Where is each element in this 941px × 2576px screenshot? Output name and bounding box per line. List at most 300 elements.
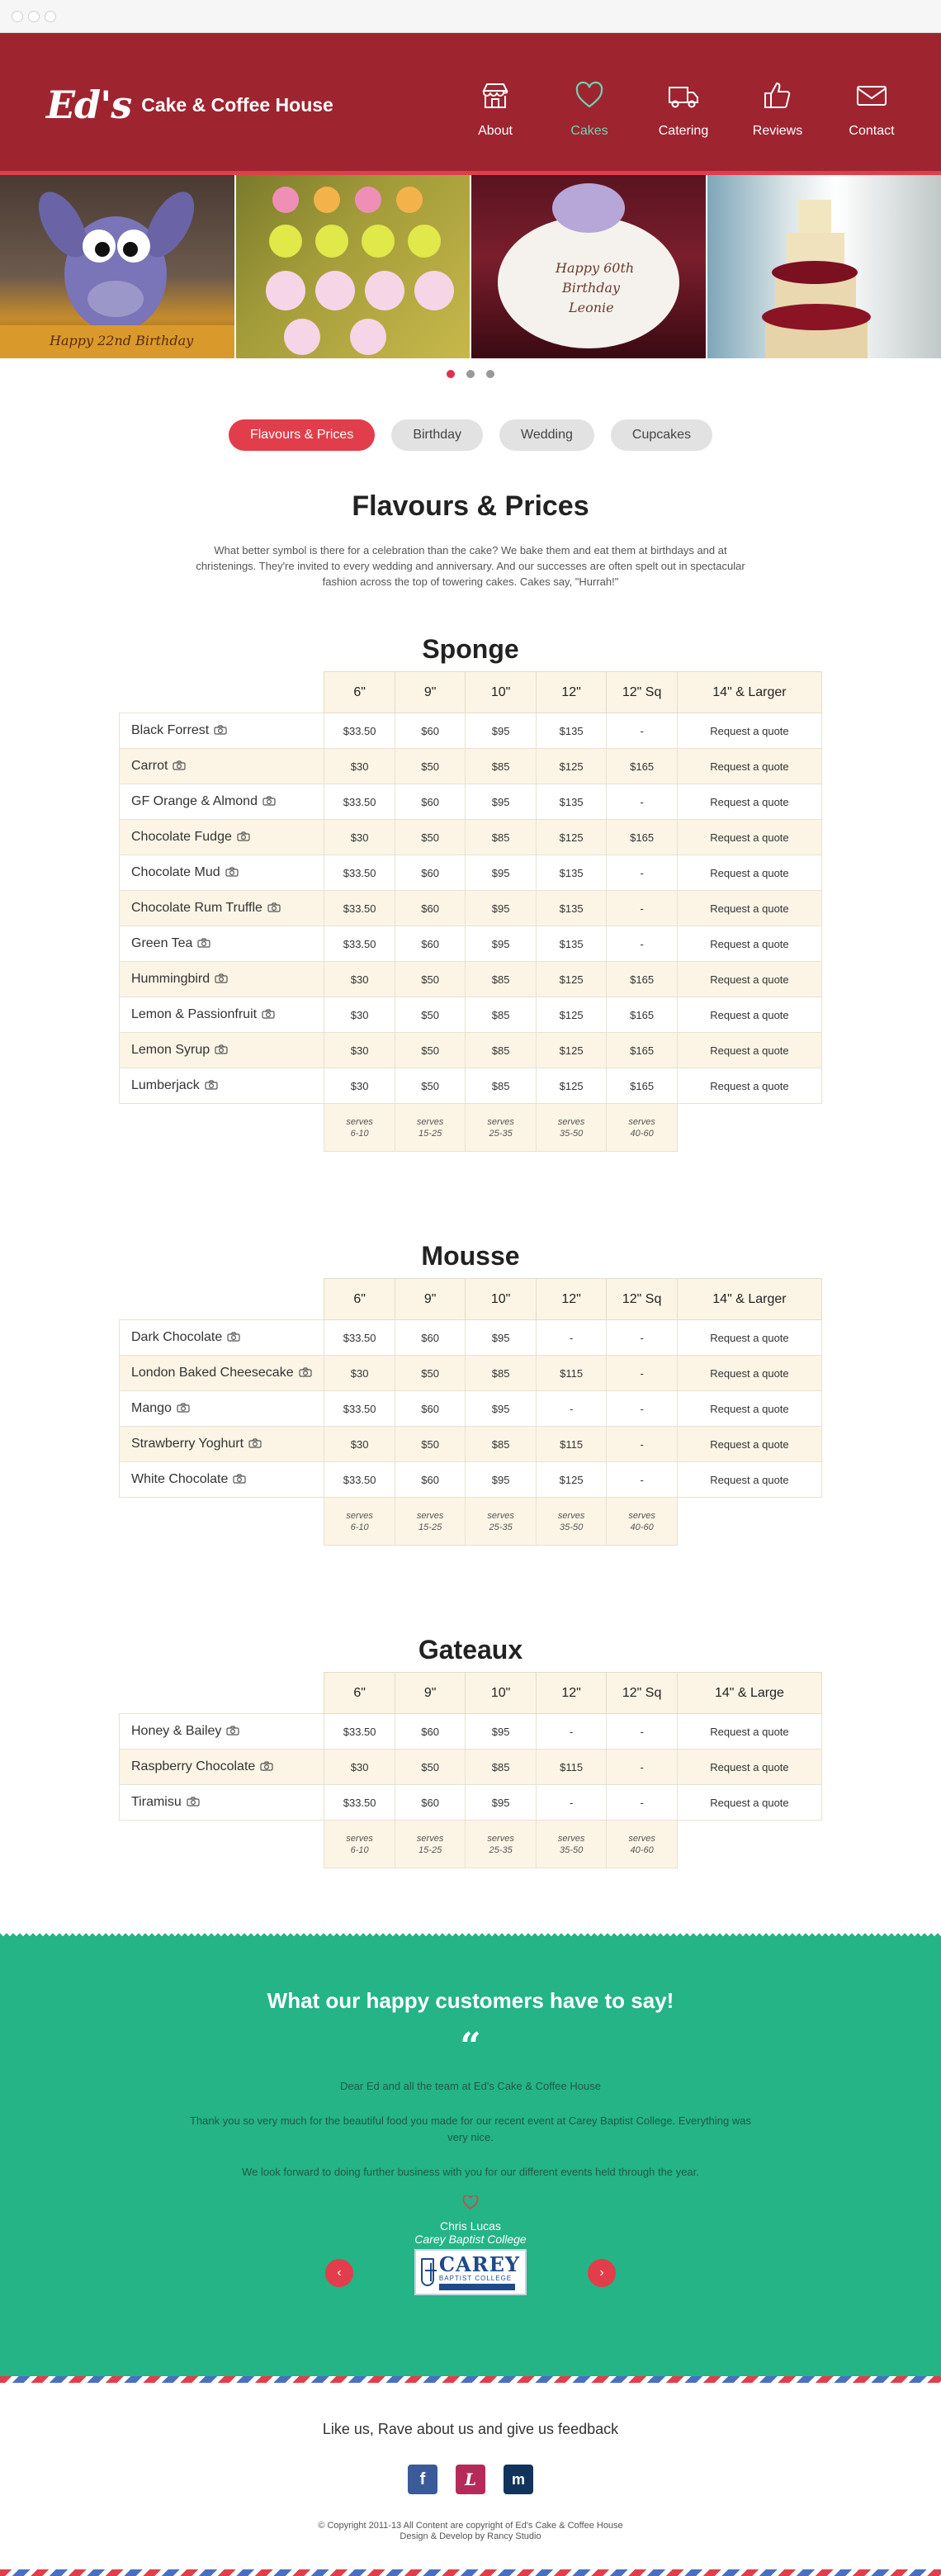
serves-blank xyxy=(120,1821,324,1868)
price-cell: $165 xyxy=(607,962,678,997)
flavour-name[interactable] xyxy=(120,855,324,891)
price-cell: $95 xyxy=(466,1785,537,1821)
heart-icon xyxy=(573,79,606,112)
price-cell: $33.50 xyxy=(324,784,395,820)
nav-label: Contact xyxy=(849,124,895,138)
price-cell: $60 xyxy=(395,1714,466,1750)
tab-flavours-prices[interactable]: Flavours & Prices xyxy=(229,419,375,451)
price-table xyxy=(119,1278,822,1546)
carousel-dot-1[interactable] xyxy=(447,370,455,378)
price-cell: $95 xyxy=(466,1462,537,1498)
serves-cell: serves 25-35 xyxy=(466,1821,537,1868)
svg-text:Leonie: Leonie xyxy=(569,300,614,315)
testimonial-text xyxy=(182,2078,759,2181)
flavour-name[interactable] xyxy=(120,713,324,749)
price-cell: $33.50 xyxy=(324,1785,395,1821)
price-cell: - xyxy=(607,784,678,820)
site-header xyxy=(0,33,941,175)
serves-blank xyxy=(677,1821,821,1868)
flavour-label: Carrot xyxy=(131,759,168,773)
request-quote-link[interactable]: Request a quote xyxy=(677,891,821,926)
camera-icon[interactable] xyxy=(262,796,276,806)
flavour-name[interactable] xyxy=(120,784,324,820)
price-cell: - xyxy=(607,926,678,962)
price-section-mousse xyxy=(0,1241,941,1546)
serves-cell: serves 15-25 xyxy=(395,1104,466,1152)
request-quote-link[interactable]: Request a quote xyxy=(677,1320,821,1356)
table-row xyxy=(120,1391,822,1427)
serves-cell: serves 25-35 xyxy=(466,1498,537,1546)
request-quote-link[interactable]: Request a quote xyxy=(677,962,821,997)
price-cell: - xyxy=(607,1462,678,1498)
copyright xyxy=(0,2521,941,2542)
price-cell: $30 xyxy=(324,962,395,997)
flavour-name[interactable] xyxy=(120,962,324,997)
price-cell: $30 xyxy=(324,1427,395,1462)
carousel-dots xyxy=(0,370,941,380)
price-cell: $30 xyxy=(324,1068,395,1104)
carousel-dot-3[interactable] xyxy=(486,370,494,378)
camera-icon[interactable] xyxy=(260,1761,273,1771)
request-quote-link[interactable]: Request a quote xyxy=(677,713,821,749)
price-cell: $60 xyxy=(395,855,466,891)
nav-item-about[interactable] xyxy=(462,79,528,139)
flavour-label: Chocolate Rum Truffle xyxy=(131,901,262,915)
nav-label: Catering xyxy=(658,124,709,138)
serves-blank xyxy=(677,1498,821,1546)
request-quote-link[interactable]: Request a quote xyxy=(677,1033,821,1068)
carey-logo-sub: BAPTIST COLLEGE xyxy=(438,2274,513,2282)
request-quote-link[interactable]: Request a quote xyxy=(677,926,821,962)
testimonial-next-button[interactable]: › xyxy=(588,2259,616,2287)
price-cell: - xyxy=(536,1320,607,1356)
carousel-slide-wedding-cake xyxy=(707,175,941,358)
table-row xyxy=(120,1462,822,1498)
price-cell: $125 xyxy=(536,820,607,855)
price-cell: $95 xyxy=(466,855,537,891)
request-quote-link[interactable]: Request a quote xyxy=(677,855,821,891)
size-header: 12" Sq xyxy=(607,1279,678,1320)
price-cell: $30 xyxy=(324,820,395,855)
serves-row xyxy=(120,1821,822,1868)
truck-icon xyxy=(667,79,700,112)
table-row xyxy=(120,1427,822,1462)
price-cell: $50 xyxy=(395,749,466,784)
price-cell: $85 xyxy=(466,820,537,855)
flavour-label: Chocolate Mud xyxy=(131,865,220,879)
serves-cell: serves 35-50 xyxy=(536,1821,607,1868)
price-cell: $33.50 xyxy=(324,1462,395,1498)
camera-icon[interactable] xyxy=(173,760,186,770)
price-cell: $95 xyxy=(466,784,537,820)
serves-cell: serves 40-60 xyxy=(607,1104,678,1152)
testimonial-org: Carey Baptist College xyxy=(414,2233,527,2246)
header-blank xyxy=(120,1673,324,1714)
serves-row xyxy=(120,1498,822,1546)
serves-cell: serves 6-10 xyxy=(324,1104,395,1152)
price-cell: $60 xyxy=(395,1391,466,1427)
flavour-label: Green Tea xyxy=(131,936,193,950)
facebook-icon[interactable]: f xyxy=(408,2465,437,2494)
price-cell: $50 xyxy=(395,997,466,1033)
price-cell: $33.50 xyxy=(324,1320,395,1356)
flavour-name[interactable] xyxy=(120,1785,324,1821)
flavour-name[interactable] xyxy=(120,1391,324,1427)
site-footer xyxy=(0,2383,941,2576)
price-cell: $30 xyxy=(324,1033,395,1068)
request-quote-link[interactable]: Request a quote xyxy=(677,1785,821,1821)
serves-cell: serves 40-60 xyxy=(607,1821,678,1868)
price-cell: $125 xyxy=(536,1033,607,1068)
tab-wedding[interactable]: Wedding xyxy=(499,419,594,451)
serves-cell: serves 40-60 xyxy=(607,1498,678,1546)
thumbs-up-icon xyxy=(761,79,794,112)
request-quote-link[interactable]: Request a quote xyxy=(677,1391,821,1427)
request-quote-link[interactable]: Request a quote xyxy=(677,820,821,855)
price-cell: $95 xyxy=(466,926,537,962)
price-cell: $135 xyxy=(536,713,607,749)
size-header: 9" xyxy=(395,1673,466,1714)
serves-blank xyxy=(120,1104,324,1152)
table-row xyxy=(120,1033,822,1068)
price-cell: $60 xyxy=(395,1320,466,1356)
carousel-slide-eeyore-cake xyxy=(0,175,236,358)
price-cell: $95 xyxy=(466,891,537,926)
nav-item-reviews[interactable] xyxy=(745,79,811,139)
flavour-name[interactable] xyxy=(120,926,324,962)
size-header: 12" Sq xyxy=(607,672,678,713)
carey-crest-icon xyxy=(421,2258,434,2286)
price-cell: $33.50 xyxy=(324,713,395,749)
menumania-icon[interactable]: m xyxy=(504,2465,533,2494)
camera-icon[interactable] xyxy=(237,831,250,841)
price-cell: - xyxy=(607,713,678,749)
table-row xyxy=(120,713,822,749)
price-cell: $95 xyxy=(466,713,537,749)
price-cell: $33.50 xyxy=(324,1391,395,1427)
testimonial-author: Chris Lucas xyxy=(440,2219,501,2233)
testimonials-section xyxy=(0,1937,941,2383)
table-row xyxy=(120,926,822,962)
price-cell: - xyxy=(607,855,678,891)
table-row xyxy=(120,891,822,926)
price-cell: $165 xyxy=(607,1068,678,1104)
price-cell: $125 xyxy=(536,997,607,1033)
envelope-icon xyxy=(855,79,888,112)
price-cell: $135 xyxy=(536,784,607,820)
price-table xyxy=(119,1672,822,1868)
size-header: 6" xyxy=(324,1279,395,1320)
size-header: 10" xyxy=(466,1673,537,1714)
flavour-label: Raspberry Chocolate xyxy=(131,1759,256,1773)
serves-row xyxy=(120,1104,822,1152)
flavour-label: Lemon & Passionfruit xyxy=(131,1007,258,1021)
main-nav xyxy=(462,79,905,139)
serves-cell: serves 35-50 xyxy=(536,1104,607,1152)
camera-icon[interactable] xyxy=(177,1403,190,1413)
price-table xyxy=(119,671,822,1152)
table-row xyxy=(120,1068,822,1104)
flavour-name[interactable] xyxy=(120,1033,324,1068)
price-cell: $115 xyxy=(536,1356,607,1391)
camera-icon[interactable] xyxy=(214,725,227,735)
price-cell: - xyxy=(536,1785,607,1821)
section-title: Gateaux xyxy=(418,1635,523,1664)
size-header: 12" xyxy=(536,672,607,713)
flavour-name[interactable] xyxy=(120,1462,324,1498)
carey-logo-word: CAREY xyxy=(438,2252,520,2276)
price-cell: - xyxy=(607,1785,678,1821)
camera-icon[interactable] xyxy=(205,1080,218,1090)
price-cell: $30 xyxy=(324,749,395,784)
header-blank xyxy=(120,672,324,713)
nav-label: Reviews xyxy=(752,124,803,138)
request-quote-link[interactable]: Request a quote xyxy=(677,1750,821,1785)
serves-cell: serves 6-10 xyxy=(324,1821,395,1868)
price-cell: $95 xyxy=(466,1391,537,1427)
camera-icon[interactable] xyxy=(226,1726,239,1735)
serves-cell: serves 25-35 xyxy=(466,1104,537,1152)
price-cell: - xyxy=(607,1750,678,1785)
flavour-label: Chocolate Fudge xyxy=(131,830,232,844)
price-cell: - xyxy=(536,1391,607,1427)
size-header: 6" xyxy=(324,1673,395,1714)
nav-label: Cakes xyxy=(570,124,608,138)
price-cell: $60 xyxy=(395,1785,466,1821)
price-cell: $60 xyxy=(395,891,466,926)
flavour-name[interactable] xyxy=(120,820,324,855)
testimonial-controls xyxy=(0,2249,941,2299)
camera-icon[interactable] xyxy=(227,1332,240,1342)
flavour-label: Lemon Syrup xyxy=(131,1043,210,1057)
tab-cupcakes[interactable]: Cupcakes xyxy=(611,419,712,451)
flavour-name[interactable] xyxy=(120,1068,324,1104)
section-title: Sponge xyxy=(422,634,519,664)
serves-cell: serves 15-25 xyxy=(395,1821,466,1868)
price-cell: $50 xyxy=(395,962,466,997)
table-row xyxy=(120,749,822,784)
section-title: Mousse xyxy=(421,1241,520,1271)
price-cell: $165 xyxy=(607,997,678,1033)
request-quote-link[interactable]: Request a quote xyxy=(677,1462,821,1498)
price-cell: $30 xyxy=(324,1356,395,1391)
size-header: 12" xyxy=(536,1673,607,1714)
price-cell: $115 xyxy=(536,1427,607,1462)
site-logo[interactable] xyxy=(46,83,333,127)
flavour-label: Tiramisu xyxy=(131,1795,182,1809)
request-quote-link[interactable]: Request a quote xyxy=(677,1356,821,1391)
svg-text:Birthday: Birthday xyxy=(562,280,621,296)
price-cell: $33.50 xyxy=(324,1714,395,1750)
flavour-label: Honey & Bailey xyxy=(131,1724,222,1738)
price-cell: $85 xyxy=(466,997,537,1033)
table-row xyxy=(120,855,822,891)
size-header: 10" xyxy=(466,1279,537,1320)
camera-icon[interactable] xyxy=(215,973,228,983)
price-cell: $125 xyxy=(536,962,607,997)
flavour-label: Lumberjack xyxy=(131,1078,200,1092)
request-quote-link[interactable]: Request a quote xyxy=(677,784,821,820)
intro-text: What better symbol is there for a celebration than the cake? We bake them and eat them at birthdays and at christenings. They're invited to every wedding and anniversary. And our successes are often spelt out in spectacular fashion across the top of towering cakes. Cakes say, "Hurrah!" xyxy=(196,544,745,588)
flavour-label: Hummingbird xyxy=(131,972,210,986)
camera-icon[interactable] xyxy=(233,1474,246,1484)
cake-carousel[interactable] xyxy=(0,175,941,358)
header-blank xyxy=(120,1279,324,1320)
price-cell: $115 xyxy=(536,1750,607,1785)
price-cell: - xyxy=(607,1356,678,1391)
carey-logo-bar xyxy=(439,2284,515,2290)
size-header: 14" & Large xyxy=(677,1673,821,1714)
price-cell: $60 xyxy=(395,713,466,749)
flavour-name[interactable] xyxy=(120,997,324,1033)
flavour-label: White Chocolate xyxy=(131,1472,229,1486)
logo-text: Cake & Coffee House xyxy=(141,93,333,116)
price-cell: $50 xyxy=(395,1356,466,1391)
price-cell: $125 xyxy=(536,1462,607,1498)
flavour-name[interactable] xyxy=(120,1714,324,1750)
flavour-name[interactable] xyxy=(120,1750,324,1785)
serves-blank xyxy=(677,1104,821,1152)
request-quote-link[interactable]: Request a quote xyxy=(677,1068,821,1104)
nav-item-contact[interactable] xyxy=(839,79,905,139)
window-maximize-dot[interactable] xyxy=(45,11,56,22)
serves-cell: serves 6-10 xyxy=(324,1498,395,1546)
price-cell: $30 xyxy=(324,1750,395,1785)
rave-icon[interactable]: L xyxy=(456,2465,485,2494)
testimonial-prev-button[interactable]: ‹ xyxy=(325,2259,353,2287)
cake-tabs xyxy=(0,419,941,451)
price-cell: $85 xyxy=(466,1750,537,1785)
price-section-gateaux xyxy=(0,1635,941,1868)
price-cell: $60 xyxy=(395,784,466,820)
testimonial-body: Thank you so very much for the beautiful food you made for our recent event at Carey Baptist College. Everything was very nice. xyxy=(190,2114,751,2143)
price-cell: $30 xyxy=(324,997,395,1033)
price-cell: $135 xyxy=(536,891,607,926)
nav-label: About xyxy=(478,124,513,138)
table-row xyxy=(120,997,822,1033)
size-header: 10" xyxy=(466,672,537,713)
flavour-name[interactable] xyxy=(120,1320,324,1356)
social-links xyxy=(0,2465,941,2494)
size-header: 14" & Larger xyxy=(677,672,821,713)
price-cell: $33.50 xyxy=(324,891,395,926)
price-cell: $135 xyxy=(536,855,607,891)
price-cell: $125 xyxy=(536,749,607,784)
flavour-label: Strawberry Yoghurt xyxy=(131,1437,244,1451)
table-row xyxy=(120,1750,822,1785)
price-cell: $85 xyxy=(466,962,537,997)
flavour-name[interactable] xyxy=(120,749,324,784)
flavour-label: London Baked Cheesecake xyxy=(131,1366,294,1380)
price-cell: - xyxy=(607,1391,678,1427)
flavour-name[interactable] xyxy=(120,1427,324,1462)
camera-icon[interactable] xyxy=(267,902,281,912)
request-quote-link[interactable]: Request a quote xyxy=(677,1427,821,1462)
serves-cell: serves 35-50 xyxy=(536,1498,607,1546)
price-cell: $50 xyxy=(395,1033,466,1068)
flavour-label: Mango xyxy=(131,1401,172,1415)
table-row xyxy=(120,1356,822,1391)
flavour-label: GF Orange & Almond xyxy=(131,794,258,808)
price-cell: $85 xyxy=(466,749,537,784)
flavour-name[interactable] xyxy=(120,891,324,926)
flavour-label: Dark Chocolate xyxy=(131,1330,223,1344)
price-cell: - xyxy=(607,1427,678,1462)
size-header: 6" xyxy=(324,672,395,713)
price-cell: $60 xyxy=(395,1462,466,1498)
flavour-label: Black Forrest xyxy=(131,723,210,737)
browser-chrome xyxy=(0,0,941,33)
page xyxy=(0,33,941,2576)
serves-blank xyxy=(120,1498,324,1546)
carousel-slide-cupcakes xyxy=(236,175,472,358)
page-title: Flavours & Prices xyxy=(352,490,589,522)
window-minimize-dot[interactable] xyxy=(28,11,40,22)
flavour-name[interactable] xyxy=(120,1356,324,1391)
zigzag-border xyxy=(0,1932,941,1937)
airmail-border xyxy=(0,2376,941,2383)
table-row xyxy=(120,1714,822,1750)
camera-icon[interactable] xyxy=(299,1367,312,1377)
request-quote-link[interactable]: Request a quote xyxy=(677,749,821,784)
camera-icon[interactable] xyxy=(248,1438,262,1448)
carousel-slide-birthday-cake xyxy=(471,175,707,358)
price-cell: $165 xyxy=(607,1033,678,1068)
quote-mark-icon: “ xyxy=(460,2025,481,2067)
price-cell: - xyxy=(536,1714,607,1750)
copyright-text: © Copyright 2011-13 All Content are copyright of Ed's Cake & Coffee House xyxy=(318,2521,623,2531)
camera-icon[interactable] xyxy=(225,867,239,877)
price-cell: $33.50 xyxy=(324,855,395,891)
table-row xyxy=(120,1785,822,1821)
nav-item-cakes[interactable] xyxy=(556,79,622,139)
size-header: 9" xyxy=(395,1279,466,1320)
tab-birthday[interactable]: Birthday xyxy=(391,419,483,451)
request-quote-link[interactable]: Request a quote xyxy=(677,1714,821,1750)
price-cell: - xyxy=(607,1320,678,1356)
serves-cell: serves 15-25 xyxy=(395,1498,466,1546)
price-cell: $50 xyxy=(395,1750,466,1785)
testimonial-greeting: Dear Ed and all the team at Ed's Cake & Coffee House xyxy=(340,2080,601,2092)
table-row xyxy=(120,820,822,855)
footer-title: Like us, Rave about us and give us feedback xyxy=(322,2421,619,2437)
price-cell: - xyxy=(607,891,678,926)
price-cell: $165 xyxy=(607,820,678,855)
airmail-border xyxy=(0,2569,941,2576)
carousel-dot-2[interactable] xyxy=(466,370,475,378)
camera-icon[interactable] xyxy=(215,1044,228,1054)
heart-icon xyxy=(0,2195,941,2214)
price-cell: $50 xyxy=(395,1068,466,1104)
price-cell: $85 xyxy=(466,1427,537,1462)
request-quote-link[interactable]: Request a quote xyxy=(677,997,821,1033)
table-row xyxy=(120,962,822,997)
price-cell: $95 xyxy=(466,1320,537,1356)
camera-icon[interactable] xyxy=(197,938,210,948)
size-header: 12" Sq xyxy=(607,1673,678,1714)
price-cell: $165 xyxy=(607,749,678,784)
size-header: 14" & Larger xyxy=(677,1279,821,1320)
camera-icon[interactable] xyxy=(262,1009,275,1019)
window-close-dot[interactable] xyxy=(12,11,23,22)
nav-item-catering[interactable] xyxy=(650,79,716,139)
logo-mark: Ed's xyxy=(46,83,132,127)
price-cell: $135 xyxy=(536,926,607,962)
price-cell: $125 xyxy=(536,1068,607,1104)
size-header: 12" xyxy=(536,1279,607,1320)
camera-icon[interactable] xyxy=(187,1797,200,1807)
size-header: 9" xyxy=(395,672,466,713)
